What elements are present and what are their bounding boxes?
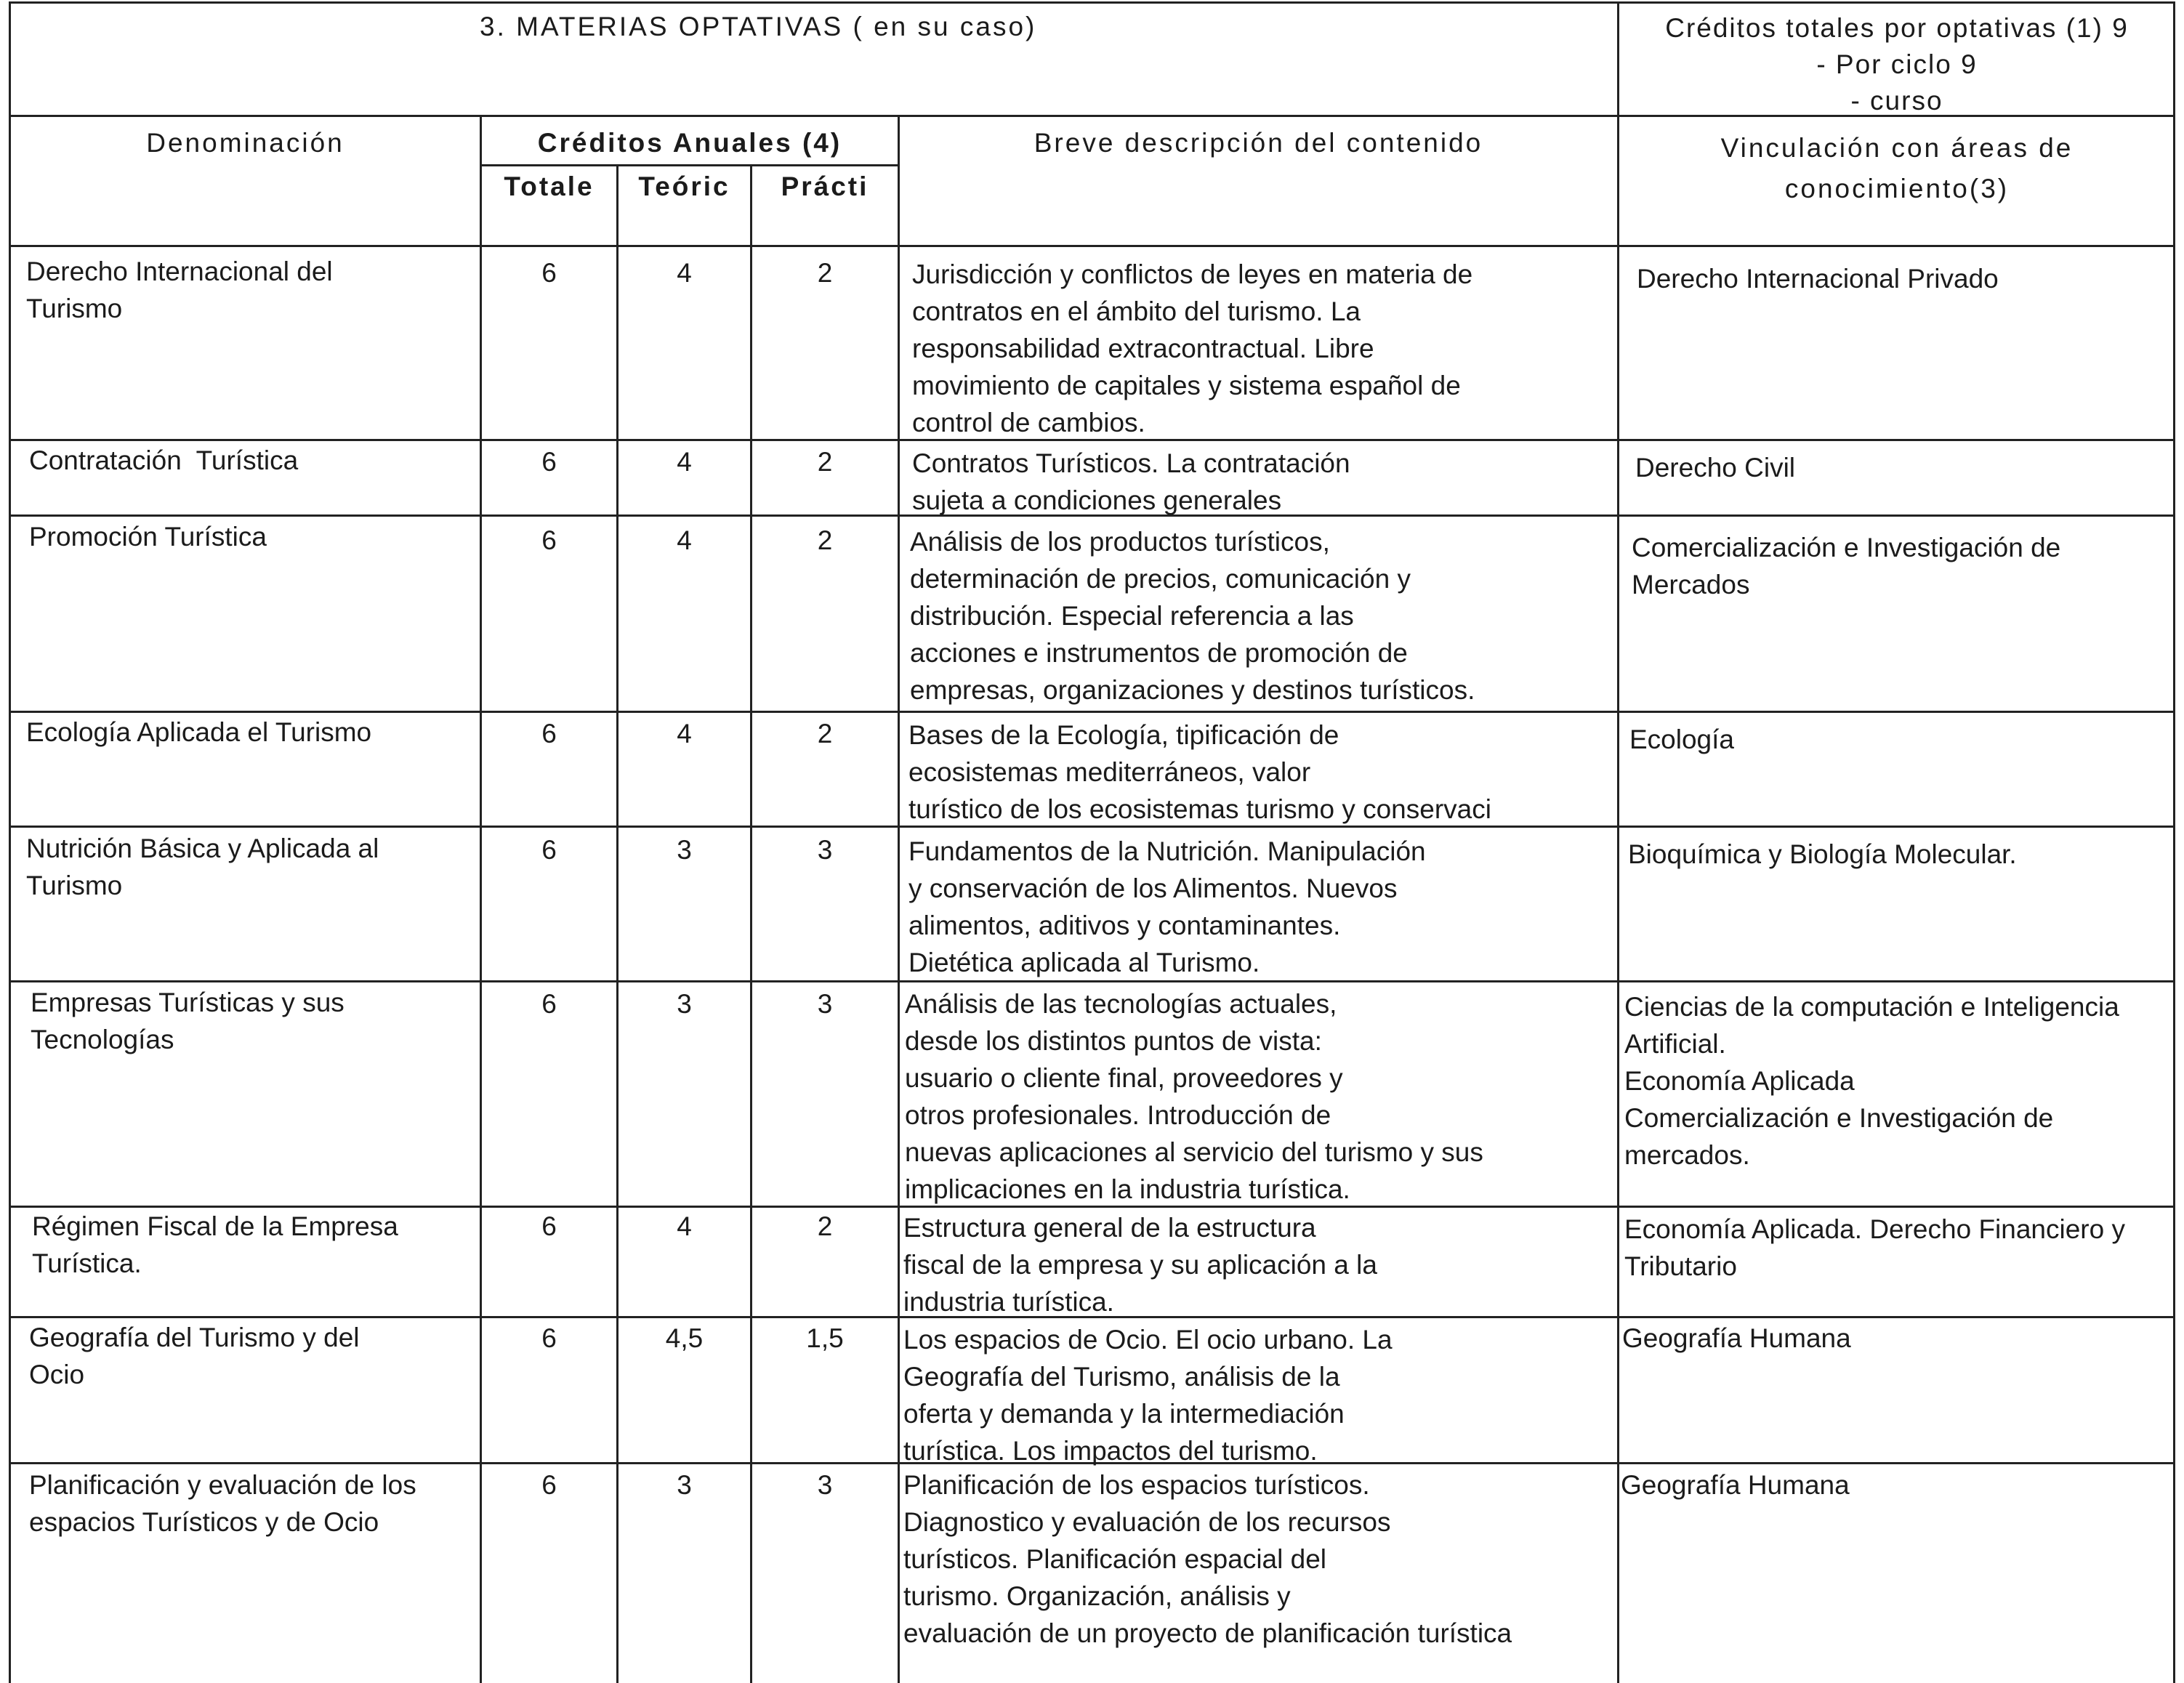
row-6-descripcion: Análisis de las tecnologías actuales, desde los distintos puntos de vista: usuario o cliente final, proveedores y otros profesionales. Introducción de nuevas aplicaciones al servicio del turismo y sus implicaciones en la industria turística. xyxy=(905,989,1483,1204)
row-4-practicos: 2 xyxy=(817,719,833,748)
row-3-denominacion: Promoción Turística xyxy=(29,522,267,552)
row-2-totales: 6 xyxy=(541,447,557,477)
row-7-vinculacion: Economía Aplicada. Derecho Financiero y Tributario xyxy=(1624,1214,2125,1281)
row-2-vinculacion: Derecho Civil xyxy=(1635,453,1796,483)
row-separator xyxy=(9,711,2175,713)
column-divider xyxy=(898,115,900,1683)
row-2-descripcion: Contratos Turísticos. La contratación sujeta a condiciones generales xyxy=(912,448,1350,515)
row-1-practicos: 2 xyxy=(817,258,833,288)
row-5-vinculacion: Bioquímica y Biología Molecular. xyxy=(1628,839,2017,869)
header-teoricos: Teóric xyxy=(638,171,730,201)
header-descripcion: Breve descripción del contenido xyxy=(1033,128,1483,158)
row-1-totales: 6 xyxy=(541,258,557,288)
row-6-totales: 6 xyxy=(541,989,557,1019)
header-totales: Totale xyxy=(504,171,595,201)
row-6-teoricos: 3 xyxy=(677,989,692,1019)
row-1-teoricos: 4 xyxy=(677,258,692,288)
header-vinculacion: Vinculación con áreas de conocimiento(3) xyxy=(1720,133,2074,203)
row-4-descripcion: Bases de la Ecología, tipificación de ecosistemas mediterráneos, valor turístico de los ecosistemas turismo y conservaci xyxy=(908,720,1491,824)
row-9-totales: 6 xyxy=(541,1470,557,1500)
row-6-vinculacion: Ciencias de la computación e Inteligencia Artificial. Economía Aplicada Comercialización e Investigación de mercados. xyxy=(1624,992,2119,1170)
row-7-descripcion: Estructura general de la estructura fiscal de la empresa y su aplicación a la industria turística. xyxy=(903,1213,1377,1317)
row-3-descripcion: Análisis de los productos turísticos, determinación de precios, comunicación y distribución. Especial referencia a las acciones e instrumentos de promoción de empresas, organizaciones y destinos turísticos. xyxy=(910,527,1475,705)
table-left-border xyxy=(9,1,11,1683)
row-8-teoricos: 4,5 xyxy=(665,1323,704,1353)
row-8-descripcion: Los espacios de Ocio. El ocio urbano. La Geografía del Turismo, análisis de la oferta y demanda y la intermediación turística. Los impactos del turismo. xyxy=(903,1325,1393,1466)
header-practicos: Prácti xyxy=(781,171,869,201)
row-5-descripcion: Fundamentos de la Nutrición. Manipulación y conservación de los Alimentos. Nuevos alimentos, aditivos y contaminantes. Dietética aplicada al Turismo. xyxy=(908,836,1426,977)
credits-total-label: Créditos totales por optativas (1) 9 xyxy=(1665,13,2129,43)
row-5-totales: 6 xyxy=(541,835,557,865)
row-8-vinculacion: Geografía Humana xyxy=(1622,1323,1851,1353)
row-2-teoricos: 4 xyxy=(677,447,692,477)
column-divider xyxy=(750,164,752,1683)
row-6-denominacion: Empresas Turísticas y sus Tecnologías xyxy=(31,988,344,1054)
table-top-border xyxy=(9,1,2175,4)
row-9-denominacion: Planificación y evaluación de los espacios Turísticos y de Ocio xyxy=(29,1470,416,1537)
row-1-vinculacion: Derecho Internacional Privado xyxy=(1637,264,1999,294)
column-divider xyxy=(1617,1,1619,1683)
row-4-teoricos: 4 xyxy=(677,719,692,748)
row-5-practicos: 3 xyxy=(817,835,833,865)
row-6-practicos: 3 xyxy=(817,989,833,1019)
row-9-descripcion: Planificación de los espacios turísticos. Diagnostico y evaluación de los recursos turísticos. Planificación espacial del turismo. Organización, análisis y evaluación de un proyecto de planificación turística xyxy=(903,1470,1512,1648)
row-7-teoricos: 4 xyxy=(677,1211,692,1241)
row-2-practicos: 2 xyxy=(817,447,833,477)
credits-per-course-label: - curso xyxy=(1850,86,1943,116)
row-8-totales: 6 xyxy=(541,1323,557,1353)
header-creditos-anuales: Créditos Anuales (4) xyxy=(537,128,842,158)
credits-subheader-top-border xyxy=(480,164,898,166)
row-9-practicos: 3 xyxy=(817,1470,833,1500)
row-9-vinculacion: Geografía Humana xyxy=(1621,1470,1850,1500)
row-7-totales: 6 xyxy=(541,1211,557,1241)
row-8-practicos: 1,5 xyxy=(806,1323,844,1353)
column-divider xyxy=(616,164,618,1683)
row-3-practicos: 2 xyxy=(817,525,833,555)
row-4-vinculacion: Ecología xyxy=(1629,725,1734,754)
header-bottom-border xyxy=(9,245,2175,247)
row-7-practicos: 2 xyxy=(817,1211,833,1241)
table-right-border xyxy=(2173,1,2175,1683)
row-2-denominacion: Contratación Turística xyxy=(29,445,299,475)
row-5-teoricos: 3 xyxy=(677,835,692,865)
credits-per-cycle-label: - Por ciclo 9 xyxy=(1816,49,1978,79)
row-8-denominacion: Geografía del Turismo y del Ocio xyxy=(29,1323,360,1389)
row-1-denominacion: Derecho Internacional del Turismo xyxy=(26,257,333,323)
row-9-teoricos: 3 xyxy=(677,1470,692,1500)
page-title: 3. MATERIAS OPTATIVAS ( en su caso) xyxy=(480,12,1037,41)
row-4-denominacion: Ecología Aplicada el Turismo xyxy=(26,717,372,747)
row-3-vinculacion: Comercialización e Investigación de Mercados xyxy=(1632,533,2061,600)
row-5-denominacion: Nutrición Básica y Aplicada al Turismo xyxy=(26,834,379,900)
row-3-totales: 6 xyxy=(541,525,557,555)
header-denominacion: Denominación xyxy=(146,128,344,158)
row-1-descripcion: Jurisdicción y conflictos de leyes en materia de contratos en el ámbito del turismo. La responsabilidad extracontractual. Libre movimiento de capitales y sistema español de control de cambios. xyxy=(912,259,1473,437)
row-4-totales: 6 xyxy=(541,719,557,748)
row-7-denominacion: Régimen Fiscal de la Empresa Turística. xyxy=(32,1211,398,1278)
column-divider xyxy=(480,115,482,1683)
row-3-teoricos: 4 xyxy=(677,525,692,555)
